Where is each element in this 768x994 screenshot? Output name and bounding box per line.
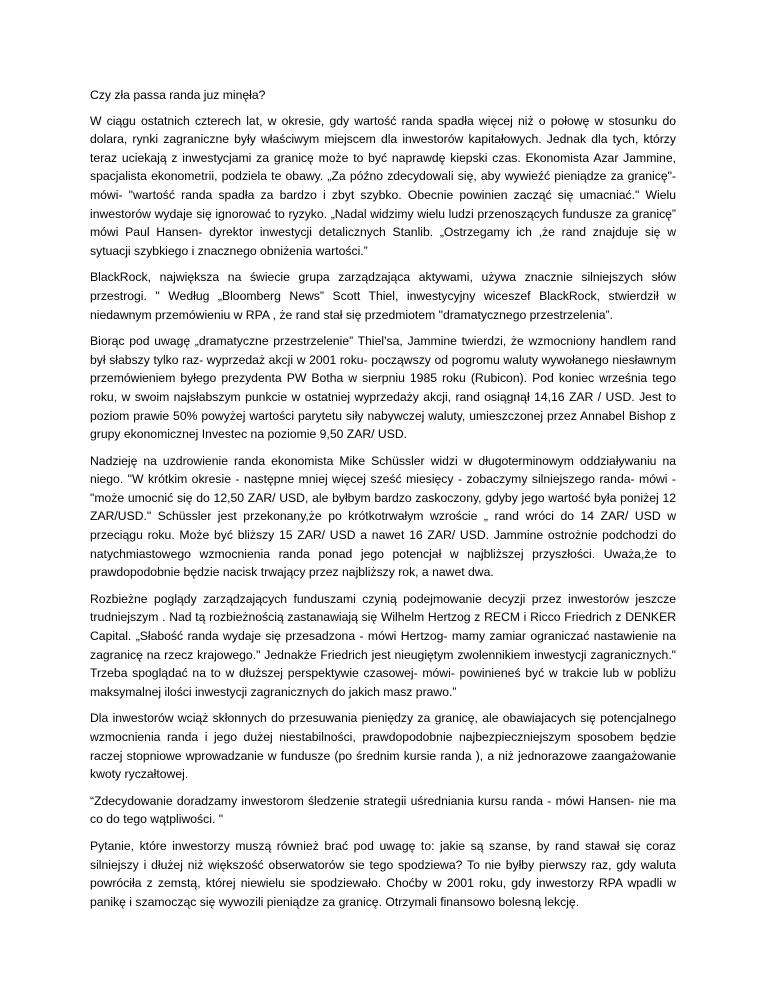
paragraph-2: BlackRock, największa na świecie grupa zarządzająca aktywami, używa znacznie silniejszych słów przestrogi. " Według „Bloomberg News” Scott Thiel, inwestycyjny wiceszef BlackRock, stwierdził w niedawnym przemówieniu w RPA , że rand stał się przedmiotem "dramatycznego przestrzelenia”. bbox=[90, 270, 676, 322]
paragraph-6: Dla inwestorów wciąż skłonnych do przesuwania pieniędzy za granicę, ale obawiajacych się potencjalnego wzmocnienia randa i jego dużej niestabilności, prawdopodobnie najbezpieczniejszym sposobem będzie raczej stopniowe wprowadzanie w fundusze (po średnim kursie randa ), a niż jednorazowe zaangażowanie kwoty ryczałtowej. bbox=[90, 711, 676, 782]
paragraph-5: Rozbieżne poglądy zarządzających funduszami czynią podejmowanie decyzji przez inwestorów jeszcze trudniejszym . Nad tą rozbieżnością zastanawiają się Wilhelm Hertzog z RECM i Ricco Friedrich z DENKER Capital. „Słabość randa wydaje się przesadzona - mówi Hertzog- mamy zamiar ograniczać nastawienie na zagranicę na rzecz krajowego." Jednakże Friedrich jest nieugiętym zwolennikiem inwestycji zagranicznych." Trzeba spoglądać na to w dłuższej perspektywie czasowej- mówi- powinieneś być w trakcie lub w pobliżu maksymalnej ilości inwestycji zagranicznych do jakich masz prawo.” bbox=[90, 591, 676, 699]
document-page bbox=[90, 86, 676, 919]
paragraph-8: Pytanie, które inwestorzy muszą również brać pod uwagę to: jakie są szanse, by rand stawał się coraz silniejszy i dłużej niż większość obserwatorów sie tego spodziewa? To nie byłby pierwszy raz, gdy waluta powróciła z zemstą, której niewielu sie spodziewało. Choćby w 2001 roku, gdy inwestorzy RPA wpadli w panikę i szamocząc się wywozili pieniądze za granicę. Otrzymali finansowo bolesną lekcję. bbox=[90, 838, 676, 909]
document-title: Czy zła passa randa juz minęła? bbox=[90, 88, 266, 102]
paragraph-7: “Zdecydowanie doradzamy inwestorom śledzenie strategii uśredniania kursu randa - mówi Hansen- nie ma co do tego wątpliwości. " bbox=[90, 793, 676, 827]
paragraph-3: Biorąc pod uwagę „dramatyczne przestrzelenie” Thiel’sa, Jammine twierdzi, że wzmocniony handlem rand był słabszy tylko raz- wyprzedaż akcji w 2001 roku- począwszy od pogromu waluty wywołanego niesławnym przemówieniem byłego prezydenta PW Botha w sierpniu 1985 roku (Rubicon). Pod koniec września tego roku, w swoim najsłabszym punkcie w ostatniej wyprzedaży akcji, rand osiągnął 14,16 ZAR / USD. Jest to poziom prawie 50% powyżej wartości parytetu siły nabywczej waluty, umieszczonej przez Annabel Bishop z grupy ekonomicznej Investec na poziomie 9,50 ZAR/ USD. bbox=[90, 334, 676, 442]
paragraph-1: W ciągu ostatnich czterech lat, w okresie, gdy wartość randa spadła więcej niż o połowę w stosunku do dolara, rynki zagraniczne były właściwym miejscem dla inwestorów kapitałowych. Jednak dla tych, którzy teraz uciekają z inwestycjami za granicę może to być naprawdę kiepski czas. Ekonomista Azar Jammine, spacjalista ekonometrii, podziela te obawy. „Za późno zdecydowali się, aby wywieźć pieniądze za granicę"- mówi- "wartość randa spadła za bardzo i zbyt szybko. Obecnie powinien zacząć się umacniać." Wielu inwestorów wydaje się ignorować to ryzyko. „Nadal widzimy wielu ludzi przenoszących fundusze za granicę” mówi Paul Hansen- dyrektor inwestycji detalicznych Stanlib. „Ostrzegamy ich ,że rand znajduje się w sytuacji szybkiego i znacznego obniżenia wartości.” bbox=[90, 113, 676, 258]
paragraph-4: Nadzieję na uzdrowienie randa ekonomista Mike Schüssler widzi w długoterminowym oddziaływaniu na niego. "W krótkim okresie - następne mniej więcej sześć miesięcy - zobaczymy silniejszego randa- mówi - "może umocnić się do 12,50 ZAR/ USD, ale byłbym bardzo zaskoczony, gdyby jego wartość była poniżej 12 ZAR/USD." Schüssler jest przekonany,że po krótkotrwałym wzroście „ rand wróci do 14 ZAR/ USD w przeciągu roku. Może być bliższy 15 ZAR/ USD a nawet 16 ZAR/ USD. Jammine ostrożnie podchodzi do natychmiastowego wzmocnienia randa ponad jego potencjał w najbliższej przyszłości. Uważa,że to prawdopodobnie będzie nacisk trwający przez najbliższy rok, a nawet dwa. bbox=[90, 453, 676, 580]
